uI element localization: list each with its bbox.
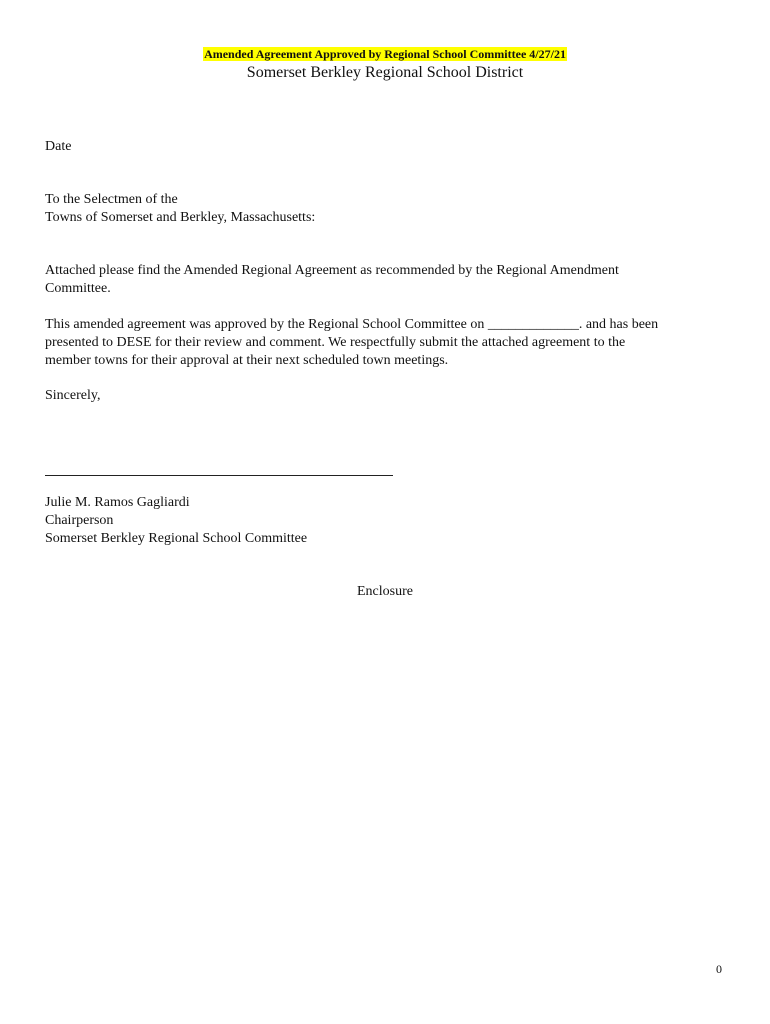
approval-banner: Amended Agreement Approved by Regional School Committee 4/27/21 — [204, 47, 566, 61]
signer-name: Julie M. Ramos Gagliardi — [45, 495, 190, 510]
paragraph-1-line-1: Attached please find the Amended Regional Agreement as recommended by the Regional Amendment — [45, 263, 619, 278]
date-label: Date — [45, 139, 72, 154]
paragraph-2-line-2: presented to DESE for their review and comment. We respectfully submit the attached agreement to the — [45, 335, 626, 350]
signer-organization: Somerset Berkley Regional School Committee — [45, 531, 308, 546]
signer-title: Chairperson — [45, 513, 114, 528]
banner-container — [0, 47, 770, 61]
addressee-line-1: To the Selectmen of the — [45, 192, 178, 207]
page-title: Somerset Berkley Regional School District — [246, 64, 524, 81]
paragraph-2-line-1: This amended agreement was approved by the Regional School Committee on _____________. and has been — [45, 317, 659, 332]
paragraph-2-line-3: member towns for their approval at their next scheduled town meetings. — [45, 353, 449, 368]
addressee-line-2: Towns of Somerset and Berkley, Massachusetts: — [45, 210, 316, 225]
signature-line — [45, 475, 393, 476]
paragraph-1-line-2: Committee. — [45, 281, 111, 296]
closing: Sincerely, — [45, 388, 101, 403]
enclosure-note: Enclosure — [357, 584, 413, 599]
page-number: 0 — [716, 962, 722, 976]
